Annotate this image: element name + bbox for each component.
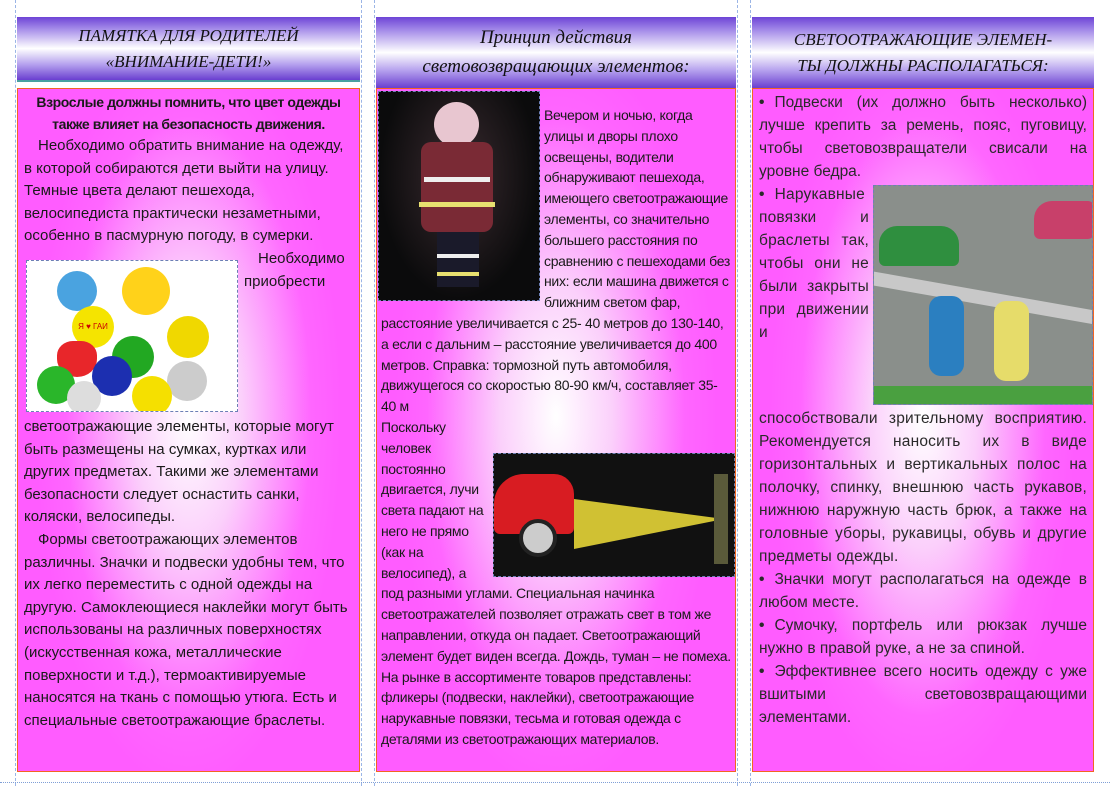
child-night-reflectors-photo	[378, 91, 540, 301]
reflector-badges-image	[26, 260, 238, 412]
bullet-item: • Подвески (их должно быть несколько) лучше крепить за ремень, пояс, пуговицу, чтобы световозвращатели свисали на уровне бедра.	[759, 91, 1087, 183]
badge-text: Я ♥ ГАИ	[72, 306, 114, 348]
lead-text: Взрослые должны помнить, что цвет одежды также влияет на безопасность движения.	[36, 94, 341, 132]
paragraph: Необходимо приобрести светоотражающие элементы, которые могут быть размещены на сумках, куртках или других предметах. Такими же элементами безопасности следует оснастить санки, коляски, велосипеды.	[24, 249, 345, 526]
panel-body	[17, 88, 360, 772]
header-line: ТЫ ДОЛЖНЫ РАСПОЛАГАТЬСЯ:	[797, 55, 1049, 75]
car-headlights-image	[493, 453, 735, 577]
paragraph: Поскольку человек постоянно двигается, лучи света падают на него не прямо (как на велосипед), а под разными углами. Специальная начинка светоотражателей позволяет отражать свет в том же направлении, откуда он падает. Светоотражающий элемент будет виден всегда. Дождь, туман – не помеха. На рынке в ассортименте товаров представлены: фликеры (подвески, наклейки), светоотражающие нарукавные повязки, тесьма и готовая одежда с деталями из светоотражающих материалов.	[381, 418, 731, 747]
header-line: световозвращающих элементов:	[422, 55, 690, 77]
panel-body	[376, 88, 736, 772]
bullet-item: • Сумочку, портфель или рюкзак лучше нужно в правой руке, а не за спиной.	[759, 614, 1087, 660]
bullet-item: • Нарукавные повязки и браслеты так, чтобы они не были закрыты при движении и способствовали зрительному восприятию. Рекомендуется наносить их в виде горизонтальных и вертикальных полос на полочку, спинку, внешнюю часть рукавов, нижнюю наружную часть брюк, а также на головные уборы, рукавицы, обувь и другие предметы одежды.	[759, 183, 1087, 568]
bullet-item: • Значки могут располагаться на одежде в любом месте.	[759, 568, 1087, 614]
panel-body	[752, 88, 1094, 772]
header-line: ПАМЯТКА ДЛЯ РОДИТЕЛЕЙ	[78, 26, 299, 45]
panel-header	[752, 17, 1094, 88]
paragraph: Формы светоотражающих элементов различны. Значки и подвески удобны тем, что их легко переместить с одной одежды на другую. Самоклеющиеся наклейки могут быть использованы на различных поверхностях (искусственная кожа, металлические поверхности и т.д.), термоактивируемые наносятся на ткань с помощью утюга. Есть и специальные светоотражающие браслеты.	[24, 530, 348, 729]
panel-header	[376, 17, 736, 88]
bullet-item: • Эффективнее всего носить одежду с уже вшитыми световозвращающими элементами.	[759, 660, 1087, 729]
children-crossing-road-illustration	[873, 185, 1093, 405]
header-line: Принцип действия	[480, 27, 632, 48]
header-line: «ВНИМАНИЕ-ДЕТИ!»	[105, 51, 272, 71]
paragraph: Необходимо обратить внимание на одежду, в которой собираются дети выйти на улицу. Темные цвета делают пешехода, велосипедиста практически незаметными, особенно в пасмурную погоду, в сумерки.	[24, 137, 344, 245]
paragraph: Вечером и ночью, когда улицы и дворы плохо освещены, водители обнаруживают пешехода, имеющего светоотражающие элементы, со значительно большего расстояния по сравнению с пешеходами без них: если машина движется с ближним светом фар, расстояние увеличивается с 25- 40 метров до 130-140, а если с дальним – расстояние увеличивается до 400 метров. Справка: тормозной путь автомобиля, движущегося со скоростью 80-90 км/ч, составляет 35- 40 м	[381, 107, 731, 415]
panel-header	[17, 17, 360, 82]
header-line: СВЕТООТРАЖАЮЩИЕ ЭЛЕМЕН-	[793, 30, 1053, 49]
